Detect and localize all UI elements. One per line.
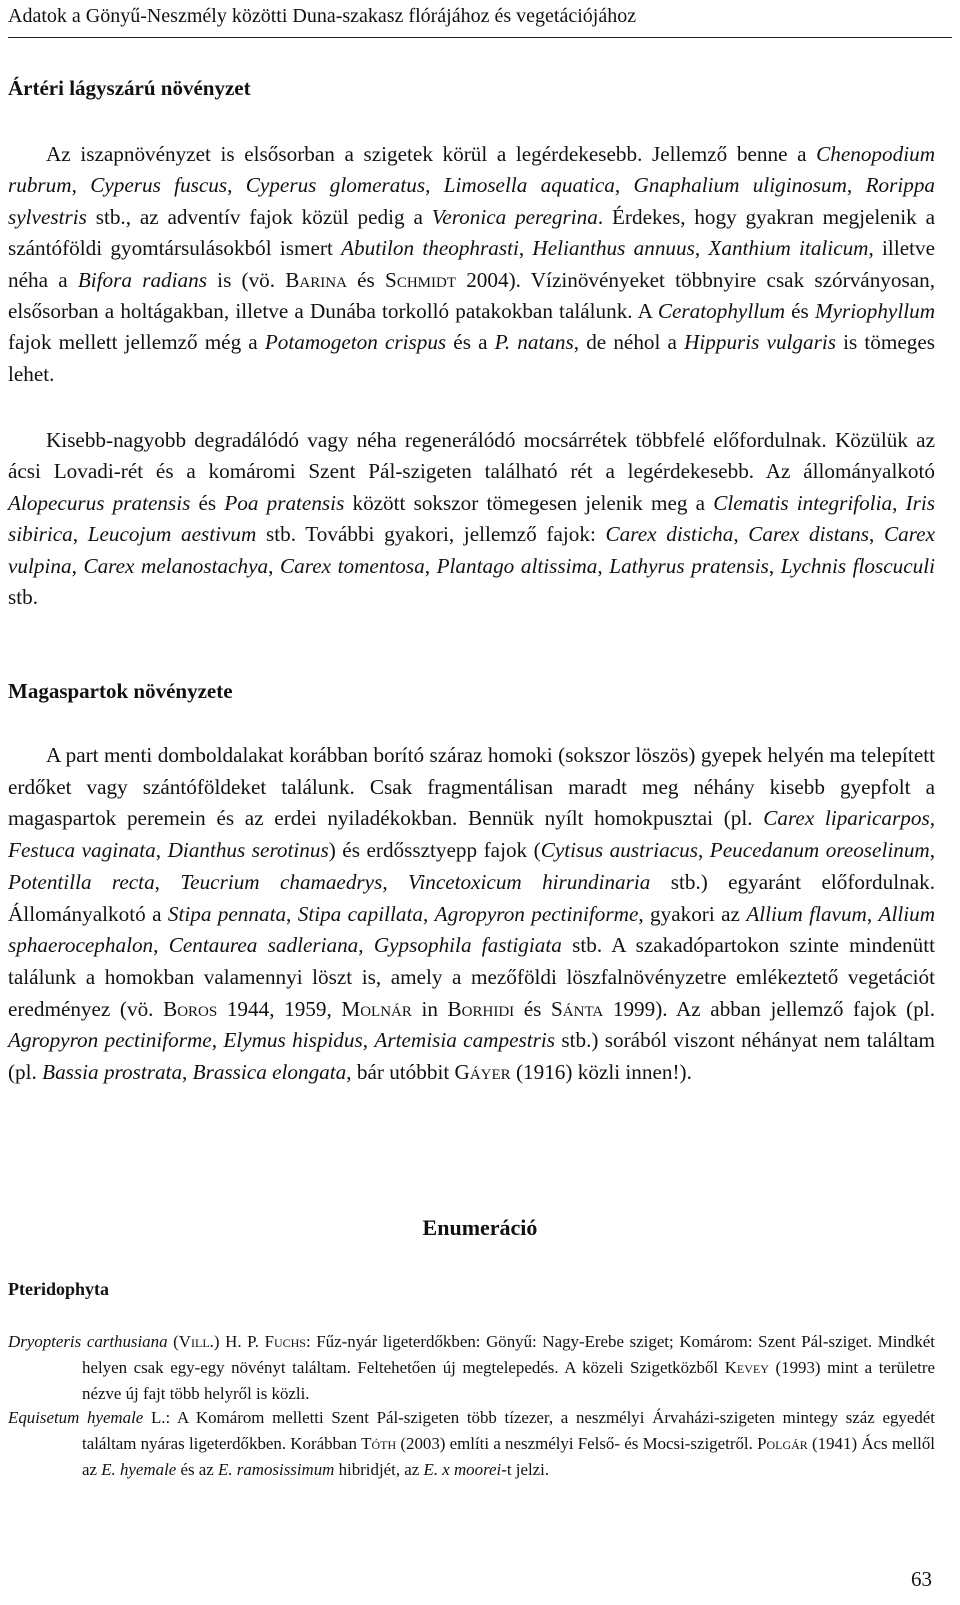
species-name: E. x moorei [423, 1460, 502, 1480]
species-name: Carex disticha [605, 522, 734, 547]
text-run: , [892, 490, 906, 515]
text-run: -t jelzi. [501, 1460, 550, 1480]
text-run: , [869, 522, 884, 547]
text-run: (2003) említi a neszmélyi Felső- és Mocsi-szigetről. [396, 1434, 758, 1454]
text-run: 2004). Vízinövényeket többnyire csak szórványosan, elsősorban a holtágakban, illetve a Dunába torkolló patakokban találunk. A [8, 267, 936, 324]
species-name: Veronica peregrina [431, 204, 598, 229]
text-run: , bár utóbbit [346, 1060, 455, 1085]
text-run: , [929, 838, 936, 863]
author-name: Fuchs [264, 1332, 306, 1351]
species-name: Allium flavum [746, 901, 867, 926]
text-run: L.: A Komárom melletti Szent Pál-szigeten több tízezer, a neszmélyi Árvaházi-szigeten mintegy száz egyedét találtam nyáras ligeterdőkben. Korábban [82, 1408, 936, 1454]
text-run: , [866, 901, 879, 926]
species-name: E. hyemale [101, 1460, 177, 1480]
text-run: , [154, 869, 181, 894]
page-number: 63 [911, 1567, 932, 1591]
species-name: Potamogeton crispus [264, 330, 447, 355]
section-title-arteri: Ártéri lágyszárú növényzet [8, 76, 251, 100]
species-name: Plantago altissima [436, 553, 598, 578]
species-name: Limosella aquatica [443, 173, 615, 198]
species-name: Agropyron pectiniforme [8, 1028, 212, 1053]
author-name: Boros [163, 996, 218, 1021]
species-name: Festuca vaginata [8, 838, 156, 863]
text-run: , [227, 173, 246, 198]
species-name: Iris sibirica [8, 490, 935, 547]
text-run: ( [167, 1332, 179, 1351]
text-run: stb. További gyakori, jellemző fajok: [256, 522, 606, 547]
text-run: és [514, 996, 552, 1021]
species-name: Rorippa sylvestris [8, 173, 936, 229]
text-run: ) H. P. [213, 1332, 265, 1351]
text-run: , [71, 553, 84, 578]
species-name: Potentilla recta [8, 869, 155, 894]
paragraph-arteri-1 [8, 139, 935, 390]
text-run: , [518, 236, 533, 261]
text-run: Az iszapnövényzet is elsősorban a szigetek körül a legérdekesebb. Jellemző benne a [46, 142, 817, 166]
species-name: P. natans [494, 330, 574, 355]
text-run: 1999). Az abban jellemző fajok (pl. [603, 996, 935, 1021]
species-name: Abutilon theophrasti [341, 236, 519, 261]
text-run: , [362, 1028, 375, 1053]
author-name: Schmidt [385, 267, 456, 292]
text-run: stb.) sorából viszont néhányat nem találtam (pl. [8, 1028, 936, 1085]
species-name: Peucedanum oreoselinum [709, 838, 930, 863]
species-name: Chenopodium rubrum [8, 142, 935, 198]
author-name: Polgár [757, 1434, 808, 1454]
author-name: Molnár [341, 996, 412, 1021]
species-name: Elymus hispidus [223, 1028, 363, 1053]
text-run: is (vö. [206, 267, 286, 292]
text-run: is tömeges lehet. [8, 330, 936, 386]
species-name: Xanthium italicum [708, 236, 869, 261]
text-run: , [72, 522, 88, 547]
author-name: Vill. [178, 1332, 214, 1351]
paragraph-arteri-2 [8, 425, 935, 613]
species-name: Teucrium chamaedrys [180, 869, 383, 894]
species-name: Gnaphalium uliginosum [633, 173, 847, 198]
species-name: Stipa capillata [297, 901, 423, 926]
paragraph-magaspartok-1 [8, 740, 935, 1089]
text-run: , [358, 933, 374, 958]
text-run: ) és erdőssztyepp fajok ( [328, 838, 541, 863]
text-run: stb. A szakadópartokon szinte mindenütt találunk a homokban valamennyi löszt is, amely a mezőföldi löszfalnövényzetre emlékeztető vegetációt eredményez (vö. [8, 933, 936, 1021]
text-run: in [411, 996, 448, 1021]
species-name: Gypsophila fastigiata [373, 933, 562, 958]
text-run: (1916) közli innen!). [510, 1060, 692, 1085]
text-run: , [382, 869, 408, 894]
author-name: Barina [285, 267, 347, 292]
author-name: Gáyer [454, 1060, 511, 1085]
species-name: Ceratophyllum [657, 299, 785, 324]
text-run: , [697, 838, 710, 863]
text-run: , [425, 173, 444, 198]
text-run: , [929, 806, 935, 831]
text-run: , [768, 553, 781, 578]
text-run: , [268, 553, 281, 578]
species-name: Lathyrus pratensis [609, 553, 769, 578]
text-run: és [190, 490, 225, 515]
species-name: Helianthus annuus [532, 236, 695, 261]
species-name: Leucojum aestivum [87, 522, 257, 547]
section-title-magaspartok: Magaspartok növényzete [8, 679, 233, 703]
text-run: (1941) Ács mellől az [82, 1434, 935, 1480]
species-name: Clematis integrifolia [713, 490, 893, 515]
species-name: Lychnis floscuculi [780, 553, 936, 578]
text-run: , [597, 553, 610, 578]
text-run: fajok mellett jellemző még a [8, 330, 265, 355]
text-run: és a [446, 330, 495, 355]
species-name: Allium sphaerocephalon [8, 901, 936, 958]
species-name: Cyperus fuscus [90, 173, 228, 198]
text-run: Kisebb-nagyobb degradálódó vagy néha regenerálódó mocsárrétek többfelé előfordulnak. Közülük az ácsi Lovadi-rét és a komáromi Szent Pál-szigeten található rét a legérdekesebb. Az állományalkotó [8, 428, 935, 484]
species-entry-equisetum [8, 1405, 935, 1484]
text-run: , [733, 522, 749, 547]
species-name: Bassia prostrata [42, 1060, 183, 1085]
species-name: Equisetum hyemale [8, 1408, 144, 1427]
text-run: , [614, 173, 634, 198]
text-run: , [153, 933, 169, 958]
text-run: , [286, 901, 298, 926]
text-run: , [846, 173, 866, 198]
species-name: Carex liparicarpos [763, 806, 930, 831]
text-run: , [155, 838, 168, 863]
species-name: Artemisia campestris [374, 1028, 555, 1053]
species-name: Bifora radians [77, 267, 207, 292]
species-name: Stipa pennata [167, 901, 287, 926]
text-run: és [785, 299, 815, 324]
text-run: A part menti domboldalakat korábban borító száraz homoki (sokszor löszös) gyepek helyén ma telepített erdőket vagy szántóföldeket találunk. Csak fragmentálisan maradt meg néhány kisebb gyepfolt a magaspartok peremein és az erdei nyiladékokban. Bennük nyílt homokpusztai (pl. [8, 743, 935, 831]
species-name: Cyperus glomeratus [245, 173, 426, 198]
text-run: és az [176, 1460, 218, 1480]
text-run: : Fűz-nyár ligeterdőkben: Gönyű: Nagy-Erebe sziget; Komárom: Szent Pál-sziget. Mindkét helyen csak egy-egy növényt találtam. Feltehetően új megtelepedés. A közeli Szigetközből [82, 1332, 935, 1378]
species-name: Myriophyllum [814, 299, 935, 324]
text-run: stb., az adventív fajok közül pedig a [86, 204, 432, 229]
taxon-group-title: Pteridophyta [8, 1279, 109, 1299]
species-name: Alopecurus pratensis [8, 490, 191, 515]
text-run: , [424, 553, 437, 578]
text-run: , [182, 1060, 193, 1085]
header-rule [8, 37, 952, 38]
author-name: Kevey [724, 1358, 769, 1378]
text-run: , [694, 236, 709, 261]
running-header: Adatok a Gönyű-Neszmély közötti Duna-szakasz flórájához és vegetációjához [8, 5, 637, 27]
species-name: Hippuris vulgaris [684, 330, 837, 355]
author-name: Tóth [361, 1434, 397, 1454]
species-name: Brassica elongata [192, 1060, 347, 1085]
text-run: között sokszor tömegesen jelenik meg a [344, 490, 714, 515]
species-name: Centaurea sadleriana [168, 933, 359, 958]
text-run: stb. [8, 585, 39, 610]
text-run: stb.) egyaránt előfordulnak. Állományalkotó a [8, 869, 935, 926]
text-run: , [71, 173, 91, 198]
species-name: Carex vulpina [8, 522, 935, 578]
species-entry-dryopteris [8, 1329, 935, 1408]
text-run: , illetve néha a [8, 236, 935, 292]
species-name: Agropyron pectiniforme [434, 901, 639, 926]
text-run: . Érdekes, hogy gyakran megjelenik a szántóföldi gyomtársulásokból ismert [8, 204, 935, 261]
text-run: , [422, 901, 435, 926]
text-run: 1944, 1959, [217, 996, 342, 1021]
text-run: , [211, 1028, 224, 1053]
species-name: E. ramosissimum [218, 1460, 335, 1480]
text-run: hibridjét, az [334, 1460, 424, 1480]
species-name: Carex melanostachya [83, 553, 269, 578]
text-run: , gyakori az [638, 901, 747, 926]
species-name: Vincetoxicum hirundinaria [407, 869, 651, 894]
text-run: , de néhol a [573, 330, 685, 355]
species-name: Carex tomentosa [280, 553, 425, 578]
text-run: és [346, 267, 386, 292]
author-name: Sánta [551, 996, 604, 1021]
enumeration-title: Enumeráció [422, 1215, 538, 1240]
species-name: Cytisus austriacus [540, 838, 698, 863]
author-name: Borhidi [447, 996, 515, 1021]
species-name: Dianthus serotinus [167, 838, 329, 863]
species-name: Poa pratensis [224, 490, 345, 515]
species-name: Carex distans [748, 522, 870, 547]
text-run: (1993) mint a területre nézve új fajt több helyről is közli. [82, 1358, 935, 1404]
species-name: Dryopteris carthusiana [8, 1332, 168, 1351]
